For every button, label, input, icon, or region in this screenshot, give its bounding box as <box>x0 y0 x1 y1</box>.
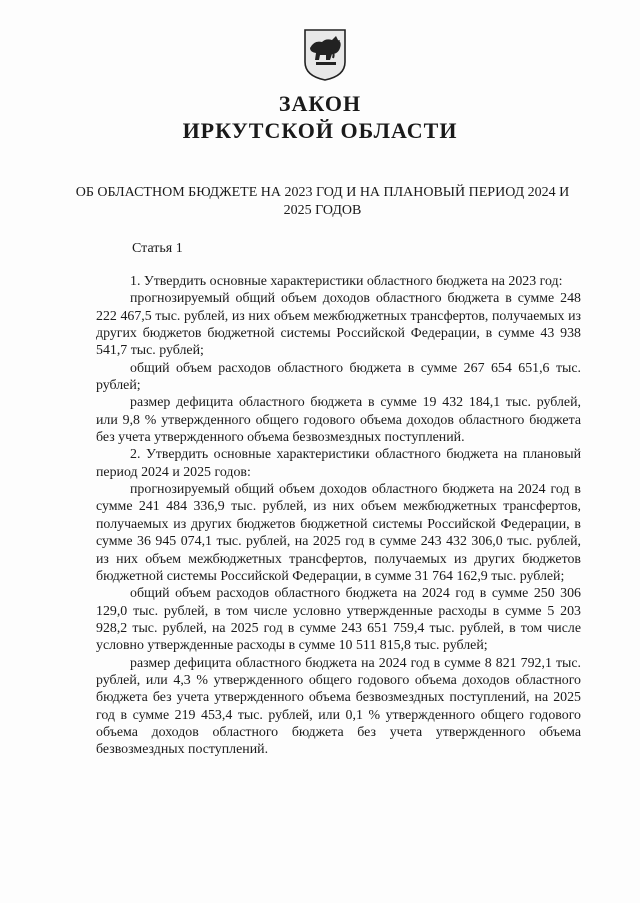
paragraph: размер дефицита областного бюджета на 2024 год в сумме 8 821 792,1 тыс. рублей, или 4,3 % утвержденного общего годового объема доходов областного бюджета без учета утвержденного объема безвозмездных поступлений, на 2025 год в сумме 219 453,4 тыс. рублей, или 0,1 % утвержденного общего годового объема доходов областного бюджета без учета утвержденного объема безвозмездных поступлений. <box>96 655 581 758</box>
law-title: ЗАКОН <box>278 91 362 116</box>
paragraph: размер дефицита областного бюджета в сумме 19 432 184,1 тыс. рублей, или 9,8 % утвержденного общего годового объема доходов областного бюджета без учета утвержденного объема безвозмездных поступлений. <box>96 395 581 446</box>
paragraph: прогнозируемый общий объем доходов областного бюджета в сумме 248 222 467,5 тыс. рублей, из них объем межбюджетных трансфертов, получаемых из других бюджетов бюджетной системы Российской Федерации, в сумме 43 938 541,7 тыс. рублей; <box>96 291 581 359</box>
law-subject: ОБ ОБЛАСТНОМ БЮДЖЕТЕ НА 2023 ГОД И НА ПЛАНОВЫЙ ПЕРИОД 2024 И 2025 ГОДОВ <box>75 185 570 218</box>
article-label: Статья 1 <box>132 241 183 256</box>
paragraph: прогнозируемый общий объем доходов областного бюджета на 2024 год в сумме 241 484 336,9 тыс. рублей, из них объем межбюджетных трансфертов, получаемых из других бюджетов бюджетной системы Российской Федерации, в сумме 36 945 074,1 тыс. рублей, на 2025 год в сумме 243 432 306,0 тыс. рублей, из них объем межбюджетных трансфертов, получаемых из других бюджетов бюджетной системы Российской Федерации, в сумме 31 764 162,9 тыс. рублей; <box>96 482 581 584</box>
coat-of-arms-icon <box>302 26 348 82</box>
paragraph: 2. Утвердить основные характеристики областного бюджета на плановый период 2024 и 2025 годов: <box>96 447 581 480</box>
paragraph: общий объем расходов областного бюджета на 2024 год в сумме 250 306 129,0 тыс. рублей, в том числе условно утвержденные расходы в сумме 5 203 928,2 тыс. рублей, на 2025 год в сумме 243 651 759,4 тыс. рублей, в том числе условно утвержденные расходы в сумме 10 511 815,8 тыс. рублей; <box>96 586 581 654</box>
paragraph: 1. Утвердить основные характеристики областного бюджета на 2023 год: <box>130 274 563 289</box>
law-region: ИРКУТСКОЙ ОБЛАСТИ <box>182 118 458 143</box>
article-body <box>96 273 581 759</box>
paragraph: общий объем расходов областного бюджета в сумме 267 654 651,6 тыс. рублей; <box>96 360 581 394</box>
